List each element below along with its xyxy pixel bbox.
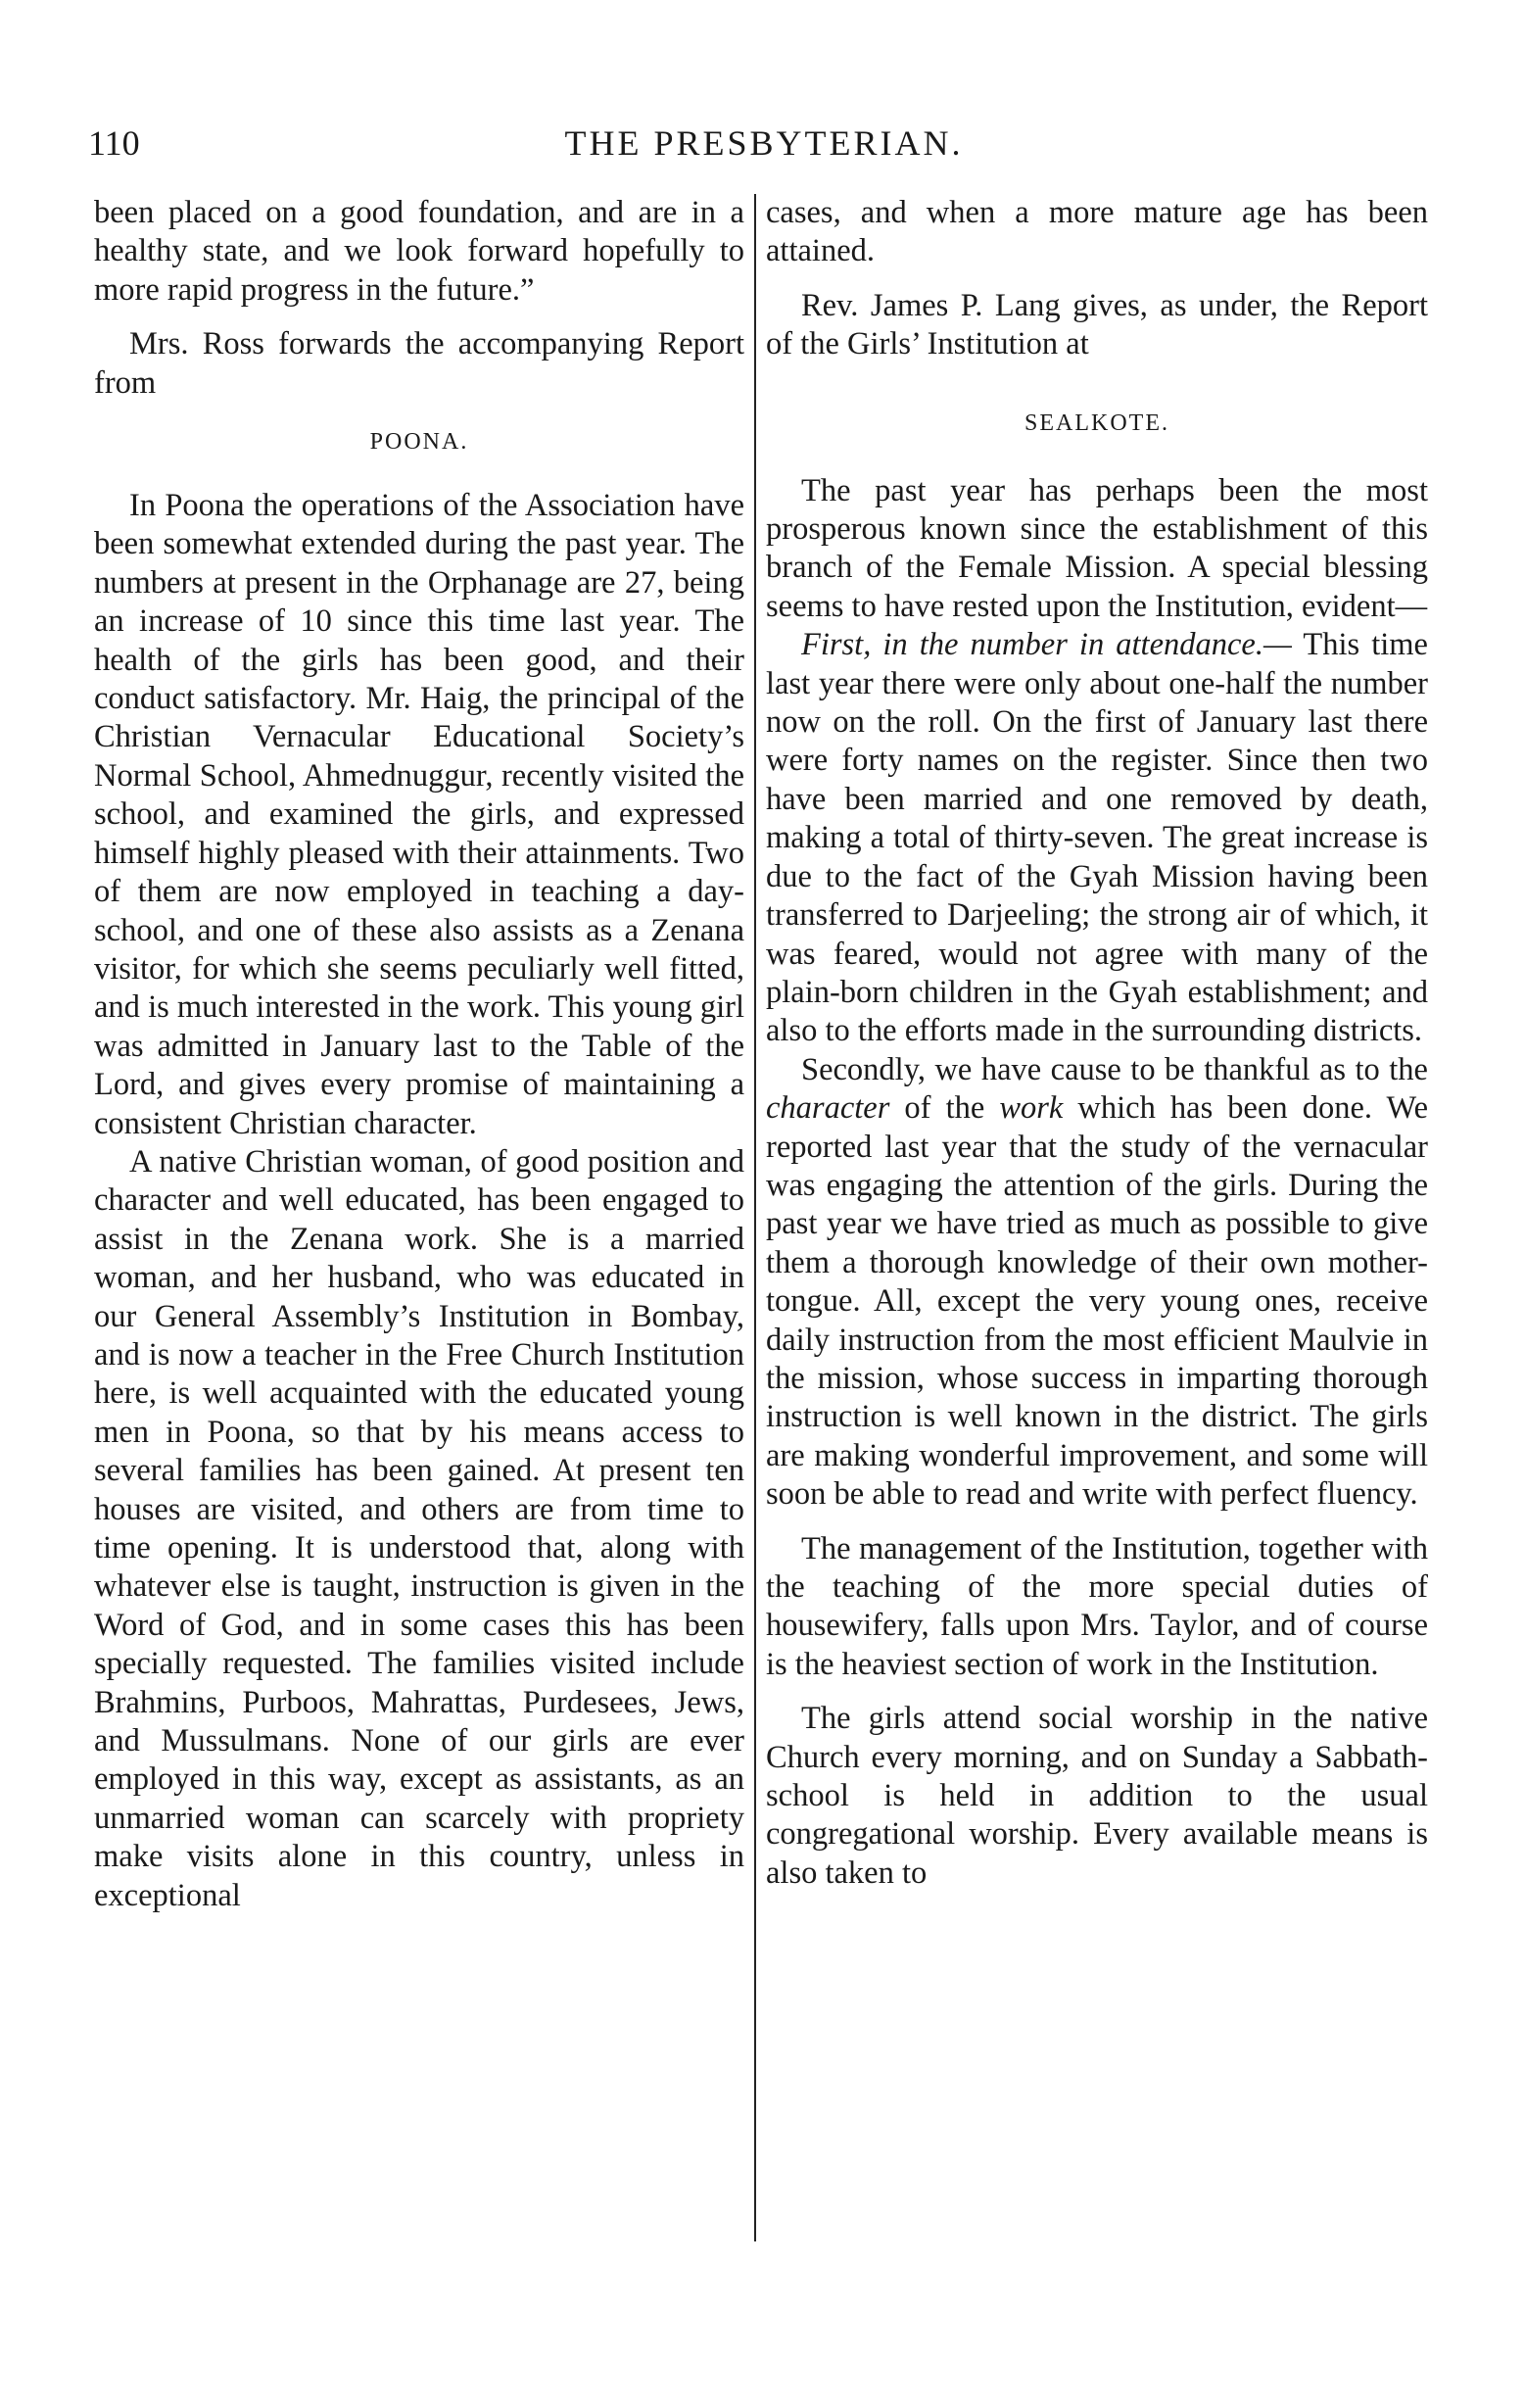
paragraph: been placed on a good foundation, and are in a healthy state, and we look forward hopefully to more rapid progress in the future.” — [94, 195, 744, 308]
paragraph-text: This time last year there were only about one-half the number now on the roll. On the first of January last there were forty names on the register. Since then two have been married and one removed by death, making a total of thirty-seven. The great increase is due to the fact of the Gyah Mission having been transferred to Darjeeling; the strong air of which, it was feared, would not agree with many of the plain-born children in the Gyah establishment; and also to the efforts made in the surrounding districts. — [766, 627, 1428, 1049]
italic-term: character — [766, 1090, 890, 1127]
paragraph-text: of the — [889, 1090, 1000, 1127]
italic-term: work — [999, 1090, 1064, 1127]
paragraph: The past year has perhaps been the most prosperous known since the establishment of this branch of the Female Mission. A special blessing seems to have rested upon the Institution, evident— — [766, 472, 1428, 624]
paragraph: cases, and when a more mature age has been attained. — [766, 195, 1428, 269]
paragraph: Mrs. Ross forwards the accompanying Report from — [94, 326, 744, 401]
paragraph — [766, 1051, 1428, 1515]
paragraph-lead-italic: First, in the number in attendance.— — [801, 627, 1292, 663]
page-header — [88, 116, 1440, 170]
page-number: 110 — [88, 123, 140, 163]
paragraph: The girls attend social worship in the native Church every morning, and on Sunday a Sabbath-school is held in addition to the usual congregational worship. Every available means is also taken to — [766, 1701, 1428, 1891]
paragraph-text: which has been done. We reported last year that the study of the vernacular was engaging the attention of the girls. During the past year we have tried as much as possible to give them a thorough knowledge of their own mother-tongue. All, except the very young ones, receive daily instruction from the most efficient Maulvie in the mission, whose success in imparting thorough instruction is well known in the district. The girls are making wonderful improvement, and some will soon be able to read and write with perfect fluency. — [766, 1090, 1428, 1513]
column-divider — [754, 194, 756, 2241]
paragraph: Rev. James P. Lang gives, as under, the Report of the Girls’ Institution at — [766, 287, 1428, 362]
left-column — [94, 194, 744, 1915]
running-title: THE PRESBYTERIAN. — [564, 123, 964, 163]
paragraph-text: Secondly, we have cause to be thankful as to the — [801, 1051, 1428, 1087]
section-heading-poona: POONA. — [369, 429, 469, 456]
paragraph: A native Christian woman, of good position and character and well educated, has been engaged to assist in the Zenana work. She is a married woman, and her husband, who was educated in our General Assembly’s Institution in Bombay, and is now a teacher in the Free Church Institution here, is well acquainted with the educated young men in Poona, so that by his means access to several families has been gained. At present ten houses are visited, and others are from time to time opening. It is understood that, along with whatever else is taught, instruction is given in the Word of God, and in some cases this has been specially requested. The families visited include Brahmins, Purboos, Mahrattas, Purdesees, Jews, and Mussulmans. None of our girls are ever employed in this way, except as assistants, as an unmarried woman can scarcely with propriety make visits alone in this country, unless in exceptional — [94, 1143, 744, 1913]
right-column — [766, 194, 1428, 1893]
paragraph: In Poona the operations of the Association have been somewhat extended during the past year. The numbers at present in the Orphanage are 27, being an increase of 10 since this time last year. The health of the girls has been good, and their conduct satisfactory. Mr. Haig, the principal of the Christian Vernacular Educational Society’s Normal School, Ahmednuggur, recently visited the school, and examined the girls, and expressed himself highly pleased with their attainments. Two of them are now employed in teaching a day-school, and one of these also assists as a Zenana visitor, for which she seems peculiarly well fitted, and is much interested in the work. This young girl was admitted in January last to the Table of the Lord, and gives every promise of maintaining a consistent Christian character. — [94, 488, 744, 1141]
section-heading-sealkote: SEALKOTE. — [1024, 409, 1169, 436]
paragraph: The management of the Institution, together with the teaching of the more special duties of housewifery, falls upon Mrs. Taylor, and of course is the heaviest section of work in the Institution. — [766, 1530, 1428, 1682]
paragraph — [766, 626, 1428, 1050]
